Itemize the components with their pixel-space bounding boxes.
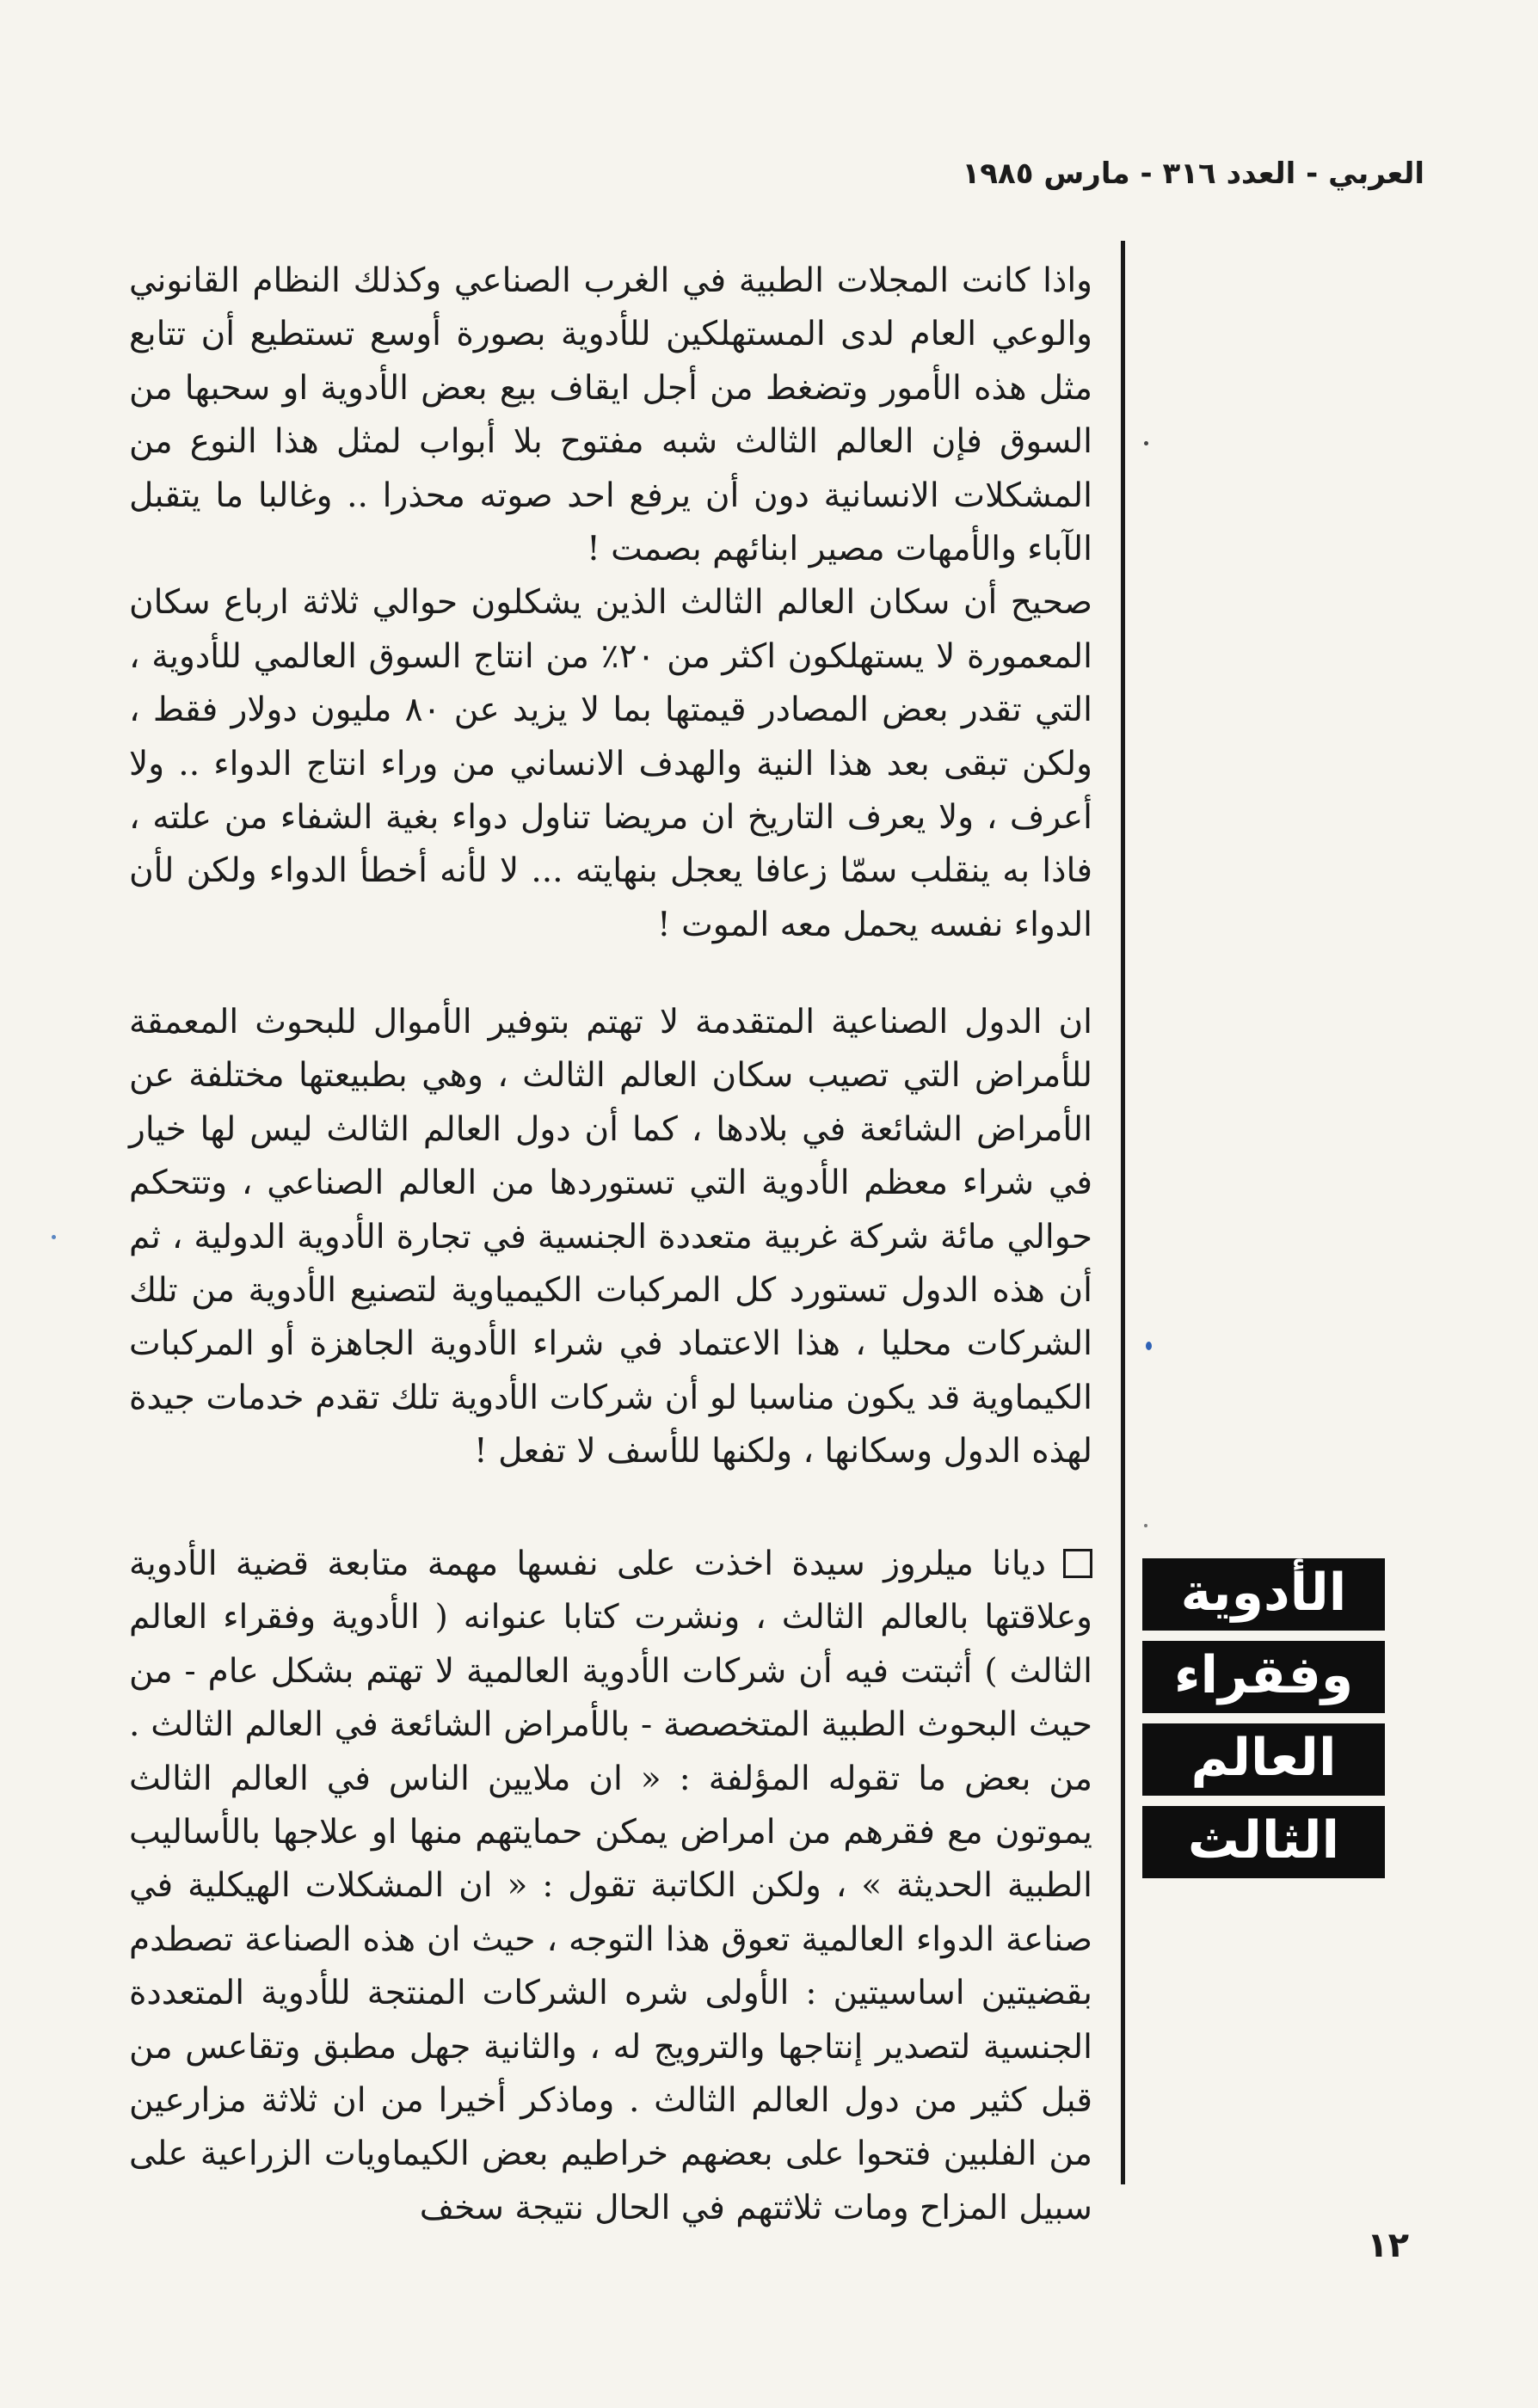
paragraph-text: ديانا ميلروز سيدة اخذت على نفسها مهمة متابعة قضية الأدوية وعلاقتها بالعالم الثالث ، ونشرت كتابا عنوانه ( الأدوية وفقراء العالم الثالث ) أثبتت فيه أن شركات الأدوية العالمية لا تهتم بشكل عام - من حيث البحوث الطبية المتخصصة - بالأمراض الشائعة في العالم الثالث . من بعض ما تقوله المؤلفة : « ان ملايين الناس في العالم الثالث يموتون مع فقرهم من امراض يمكن حمايتهم منها او علاجها بالأساليب الطبية الحديثة » ، ولكن الكاتبة تقول : « ان المشكلات الهيكلية في صناعة الدواء العالمية تعوق هذا التوجه ، حيث ان هذه الصناعة تصطدم بقضيتين اساسيتين : الأولى شره الشركات المنتجة للأدوية المتعددة الجنسية لتصدير إنتاجها والترويج له ، والثانية جهل مطبق وتقاعس من قبل كثير من دول العالم الثالث . وماذكر أخيرا من ان ثلاثة مزارعين من الفلبين فتحوا على بعضهم خراطيم بعض الكيماويات الزراعية على سبيل المزاح ومات ثلاثتهم في الحال نتيجة سخف	[129, 1545, 1092, 2227]
print-speck-dot	[1146, 1342, 1152, 1350]
running-header: العربي - العدد ٣١٦ - مارس ١٩٨٥	[962, 157, 1424, 191]
article-section-2	[129, 996, 1092, 1479]
article-section-1	[129, 255, 1092, 952]
paragraph: واذا كانت المجلات الطبية في الغرب الصناعي وكذلك النظام القانوني والوعي العام لدى المستهلكين للأدوية بصورة أوسع تستطيع أن تتابع مثل هذه الأمور وتضغط من أجل ايقاف بيع بعض الأدوية او سحبها من السوق فإن العالم الثالث شبه مفتوح بلا أبواب لمثل هذا النوع من المشكلات الانسانية دون أن يرفع احد صوته محذرا .. وغالبا ما يتقبل الآباء والأمهات مصير ابنائهم بصمت !	[129, 261, 1092, 569]
paragraph-with-box-marker	[129, 1538, 1092, 2235]
sidebar-title-line-3: العالم	[1142, 1723, 1385, 1796]
square-bullet-icon	[1063, 1549, 1092, 1578]
print-speck-dot	[52, 1235, 56, 1239]
sidebar-title-block	[1142, 1558, 1385, 1878]
print-speck-dot	[1144, 441, 1148, 445]
page-number: ١٢	[1367, 2226, 1409, 2265]
sidebar-title-line-4: الثالث	[1142, 1806, 1385, 1878]
article-section-3	[129, 1538, 1092, 2235]
paragraph: ان الدول الصناعية المتقدمة لا تهتم بتوفير الأموال للبحوث المعمقة للأمراض التي تصيب سكان العالم الثالث ، وهي بطبيعتها مختلفة عن الأمراض الشائعة في بلادها ، كما أن دول العالم الثالث ليس لها خيار في شراء معظم الأدوية التي تستوردها من العالم الصناعي ، وتتحكم حوالي مائة شركة غربية متعددة الجنسية في تجارة الأدوية الدولية ، ثم أن هذه الدول تستورد كل المركبات الكيمياوية لتصنيع الأدوية من تلك الشركات محليا ، هذا الاعتماد في شراء الأدوية الجاهزة أو المركبات الكيماوية قد يكون مناسبا لو أن شركات الأدوية تلك تقدم خدمات جيدة لهذه الدول وسكانها ، ولكنها للأسف لا تفعل !	[129, 1003, 1092, 1471]
column-divider-rule	[1121, 241, 1125, 2184]
sidebar-title-line-1: الأدوية	[1142, 1558, 1385, 1631]
sidebar-title-line-2: وفقراء	[1142, 1641, 1385, 1713]
paragraph: صحيح أن سكان العالم الثالث الذين يشكلون حوالي ثلاثة ارباع سكان المعمورة لا يستهلكون اكثر من ٢٠٪ من انتاج السوق العالمي للأدوية ، التي تقدر بعض المصادر قيمتها بما لا يزيد عن ٨٠ مليون دولار فقط ، ولكن تبقى بعد هذا النية والهدف الانساني من وراء انتاج الدواء .. ولا أعرف ، ولا يعرف التاريخ ان مريضا تناول دواء بغية الشفاء من علته ، فاذا به ينقلب سمّا زعافا يعجل بنهايته ... لا لأنه أخطأ الدواء ولكن لأن الدواء نفسه يحمل معه الموت !	[129, 583, 1093, 944]
print-speck-dot	[1144, 1524, 1147, 1527]
